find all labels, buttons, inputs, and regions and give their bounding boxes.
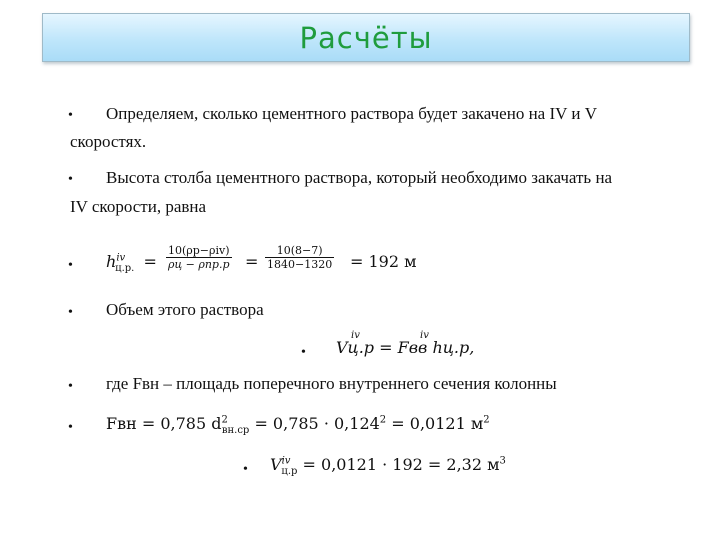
paragraph-2-line-1: Высота столба цементного раствора, который необходимо закачать на [106, 168, 613, 187]
bullet-3: • [68, 258, 73, 273]
bullet-6: • [68, 379, 73, 394]
formula-2: Vц.р = Fвв hц.р, [336, 338, 475, 357]
formula-4: $V^{iv}_{ц.р} = 0,0121 \cdot 192 = 2,32$ $м^3$ [270, 455, 506, 478]
bullet-5: • [301, 345, 306, 360]
formula-1-fraction-1: 10(ρр−ρiv) ρц − ρпр.р [168, 244, 230, 271]
bullet-2: • [68, 172, 73, 187]
formula-1-result: = 192 м [350, 252, 417, 271]
formula-2-sup-1: iv [351, 330, 360, 341]
formula-1-fraction-2: $\frac{10(8-7)}{1840-1320}$ [267, 244, 333, 271]
paragraph-4: где Fвн – площадь поперечного внутреннего сечения колонны [106, 374, 557, 393]
paragraph-1-line-2: скоростях. [70, 132, 147, 151]
page-title: Расчёты [299, 21, 433, 55]
paragraph-1-line-1: Определяем, сколько цементного раствора будет закачено на IV и V [106, 104, 597, 123]
paragraph-2-line-2: IV скорости, равна [70, 197, 207, 216]
formula-2-sup-2: iv [420, 330, 429, 341]
formula-1-equals: = [245, 252, 259, 271]
formula-1-lhs: $h^{iv}_{ц.р.}$ = [106, 252, 157, 275]
bullet-7: • [68, 420, 73, 435]
bullet-1: • [68, 108, 73, 123]
paragraph-3: Объем этого раствора [106, 300, 264, 319]
bullet-8: • [243, 462, 248, 477]
formula-3: Fвн = 0,785 $d^2_{вн.ср} = 0,785 \cdot 0,124^2 = 0,0121$ $м^2$ [106, 414, 490, 437]
bullet-4: • [68, 305, 73, 320]
title-banner [42, 13, 690, 62]
